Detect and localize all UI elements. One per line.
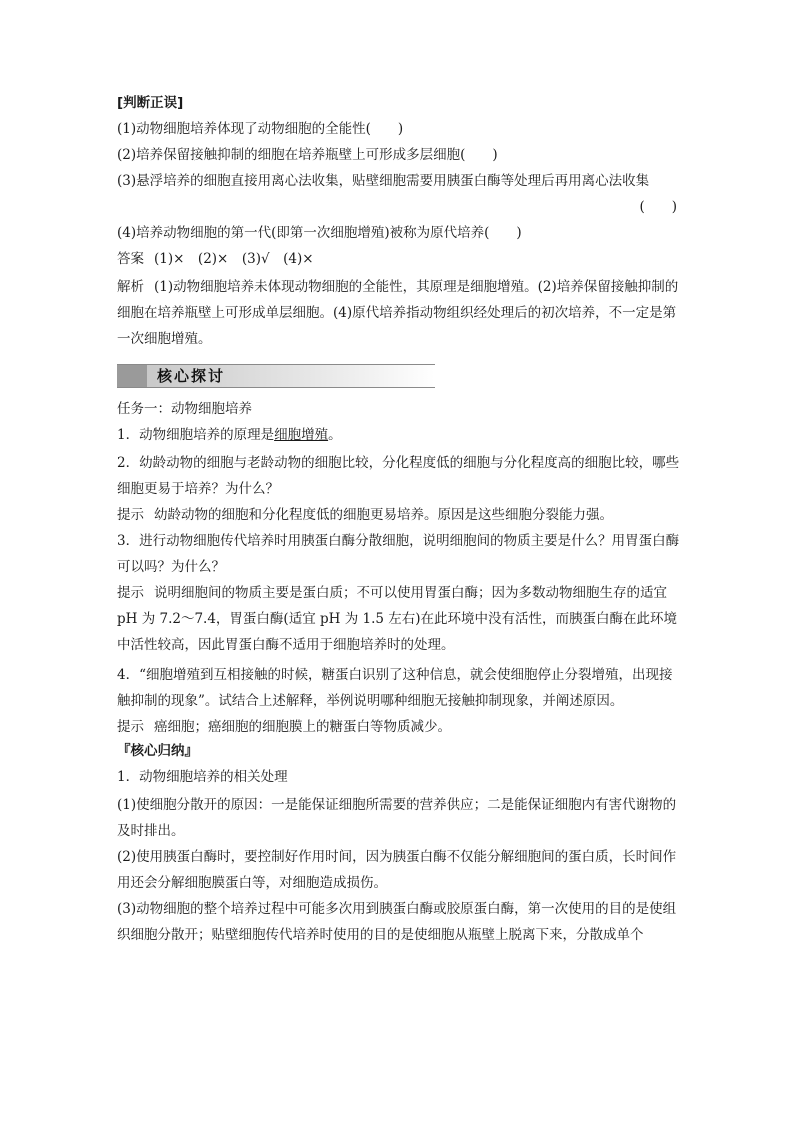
judge-item-3-bracket: ( )	[639, 199, 677, 215]
question-1-prefix: 1．动物细胞培养的原理是	[117, 427, 275, 443]
answer-text: (1)× (2)× (3)√ (4)×	[154, 251, 314, 267]
summary-paragraph-1: (1)使细胞分散开的原因：一是能保证细胞所需要的营养供应；二是能保证细胞内有害代谢物的及时排出。	[117, 797, 677, 839]
summary-header: 『核心归纳』	[117, 743, 198, 759]
judge-item-1: (1)动物细胞培养体现了动物细胞的全能性( )	[117, 121, 404, 137]
question-3-hint	[117, 580, 683, 658]
summary-paragraph-2: (2)使用胰蛋白酶时，要控制好作用时间，因为胰蛋白酶不仅能分解细胞间的蛋白质，长时间作用还会分解细胞膜蛋白等，对细胞造成损伤。	[117, 849, 677, 891]
hint-label: 提示	[117, 585, 144, 601]
hint-text: 癌细胞；癌细胞的细胞膜上的糖蛋白等物质减少。	[154, 719, 451, 735]
question-4-hint	[117, 714, 683, 740]
judge-item-2: (2)培养保留接触抑制的细胞在培养瓶壁上可形成多层细胞( )	[117, 147, 498, 163]
hint-text: 幼龄动物的细胞和分化程度低的细胞更易培养。原因是这些细胞分裂能力强。	[154, 507, 613, 523]
analysis-paragraph	[117, 274, 683, 352]
hint-text: 说明细胞间的物质主要是蛋白质；不可以使用胃蛋白酶；因为多数动物细胞生存的适宜 pH 为 7.2～7.4，胃蛋白酶(适宜 pH 为 1.5 左右)在此环境中没有活性，而胰蛋白酶在此环境中活性较高，因此胃蛋白酶不适用于细胞培养时的处理。	[117, 585, 678, 653]
document-page	[117, 92, 683, 948]
task-title: 任务一：动物细胞培养	[117, 401, 252, 417]
question-1	[117, 424, 683, 450]
answer-label: 答案	[117, 251, 144, 267]
summary-paragraph-3: (3)动物细胞的整个培养过程中可能多次用到胰蛋白酶或胶原蛋白酶，第一次使用的目的是使组织细胞分散开；贴壁细胞传代培养时使用的目的是使细胞从瓶壁上脱离下来，分散成单个	[117, 901, 677, 943]
answer-line	[117, 248, 683, 274]
judge-item-4: (4)培养动物细胞的第一代(即第一次细胞增殖)被称为原代培养( )	[117, 225, 522, 241]
hint-label: 提示	[117, 719, 144, 735]
question-2: 2．幼龄动物的细胞与老龄动物的细胞比较，分化程度低的细胞与分化程度高的细胞比较，哪些细胞更易于培养？为什么？	[117, 455, 680, 497]
question-2-hint	[117, 502, 683, 528]
analysis-label: 解析	[117, 279, 144, 295]
section-title: 核心探讨	[157, 367, 226, 385]
section-banner	[117, 364, 435, 388]
judge-item-3: (3)悬浮培养的细胞直接用离心法收集，贴壁细胞需要用胰蛋白酶等处理后再用离心法收集	[117, 173, 650, 189]
question-1-answer: 细胞增殖	[274, 427, 329, 443]
question-1-suffix: 。	[328, 427, 342, 443]
analysis-text: (1)动物细胞培养未体现动物细胞的全能性，其原理是细胞增殖。(2)培养保留接触抑制的细胞在培养瓶壁上可形成单层细胞。(4)原代培养指动物组织经处理后的初次培养，不一定是第一次细胞增殖。	[117, 279, 679, 347]
question-3: 3．进行动物细胞传代培养时用胰蛋白酶分散细胞，说明细胞间的物质主要是什么？用胃蛋白酶可以吗？为什么？	[117, 533, 680, 575]
question-4: 4．“细胞增殖到互相接触的时候，糖蛋白识别了这种信息，就会使细胞停止分裂增殖，出现接触抑制的现象”。试结合上述解释，举例说明哪种细胞无接触抑制现象，并阐述原因。	[117, 667, 673, 709]
summary-item-1: 1．动物细胞培养的相关处理	[117, 769, 288, 785]
hint-label: 提示	[117, 507, 144, 523]
judge-header: [判断正误]	[117, 95, 184, 111]
